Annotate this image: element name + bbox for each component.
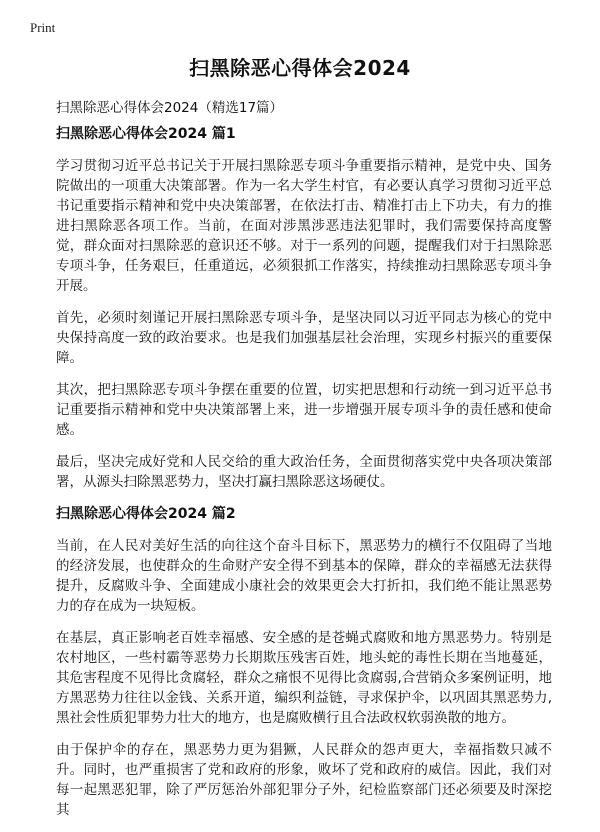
document-title: 扫黑除恶心得体会2024 xyxy=(189,56,411,80)
paragraph: 最后，坚决完成好党和人民交给的重大政治任务，全面贯彻落实党中央各项决策部署，从源头扫除黑恶势力，坚决打赢扫黑除恶这场硬仗。 xyxy=(56,454,552,490)
paragraph: 其次，把扫黑除恶专项斗争摆在重要的位置，切实把思想和行动统一到习近平总书记重要指示精神和党中央决策部署上来，进一步增强开展专项斗争的责任感和使命感。 xyxy=(56,382,552,438)
paragraph: 学习贯彻习近平总书记关于开展扫黑除恶专项斗争重要指示精神，是党中央、国务院做出的一项重大决策部署。作为一名大学生村官，有必要认真学习贯彻习近平总书记重要指示精神和党中央决策部署，在依法打击、精准打击上下功夫，有力的推进扫黑除恶各项工作。当前，在面对涉黑涉恶违法犯罪时，我们需要保持高度警觉，群众面对扫黑除恶的意识还不够。对于一系列的问题，提醒我们对于扫黑除恶专项斗争，任务艰巨，任重道远，必须狠抓工作落实，持续推动扫黑除恶专项斗争开展。 xyxy=(56,158,552,294)
paragraph: 当前，在人民对美好生活的向往这个奋斗目标下，黑恶势力的横行不仅阻碍了当地的经济发展，也使群众的生命财产安全得不到基本的保障，群众的幸福感无法获得提升，反腐败斗争、全面建成小康社会的效果更会大打折扣，我们绝不能让黑恶势力的存在成为一块短板。 xyxy=(56,538,552,614)
section-heading-2: 扫黑除恶心得体会2024 篇2 xyxy=(56,506,236,522)
paragraph: 由于保护伞的存在，黑恶势力更为猖獗，人民群众的怨声更大，幸福指数只减不升。同时，也严重损害了党和政府的形象，败坏了党和政府的威信。因此，我们对每一起黑恶犯罪，除了严厉惩治外部犯罪分子外，纪检监察部门还必须要及时深挖其 xyxy=(56,742,552,818)
paragraph: 首先，必须时刻谨记开展扫黑除恶专项斗争，是坚决同以习近平同志为核心的党中央保持高度一致的政治要求。也是我们加强基层社会治理，实现乡村振兴的重要保障。 xyxy=(56,310,552,366)
document-body xyxy=(56,124,552,832)
document-subtitle: 扫黑除恶心得体会2024（精选17篇） xyxy=(56,100,284,116)
paragraph: 在基层，真正影响老百姓幸福感、安全感的是苍蝇式腐败和地方黑恶势力。特别是农村地区，一些村霸等恶势力长期欺压残害百姓，地头蛇的毒性长期在当地蔓延，其危害程度不见得比贪腐轻，群众之痛恨不见得比贪腐弱,合营销众多案例证明，地方黑恶势力往往以金钱、关系开道，编织利益链，寻求保护伞，以巩固其黑恶势力,黑社会性质犯罪势力壮大的地方，也是腐败横行且合法政权软弱涣散的地方。 xyxy=(56,630,552,726)
section-heading-1: 扫黑除恶心得体会2024 篇1 xyxy=(56,126,236,142)
print-link[interactable]: Print xyxy=(30,20,56,35)
